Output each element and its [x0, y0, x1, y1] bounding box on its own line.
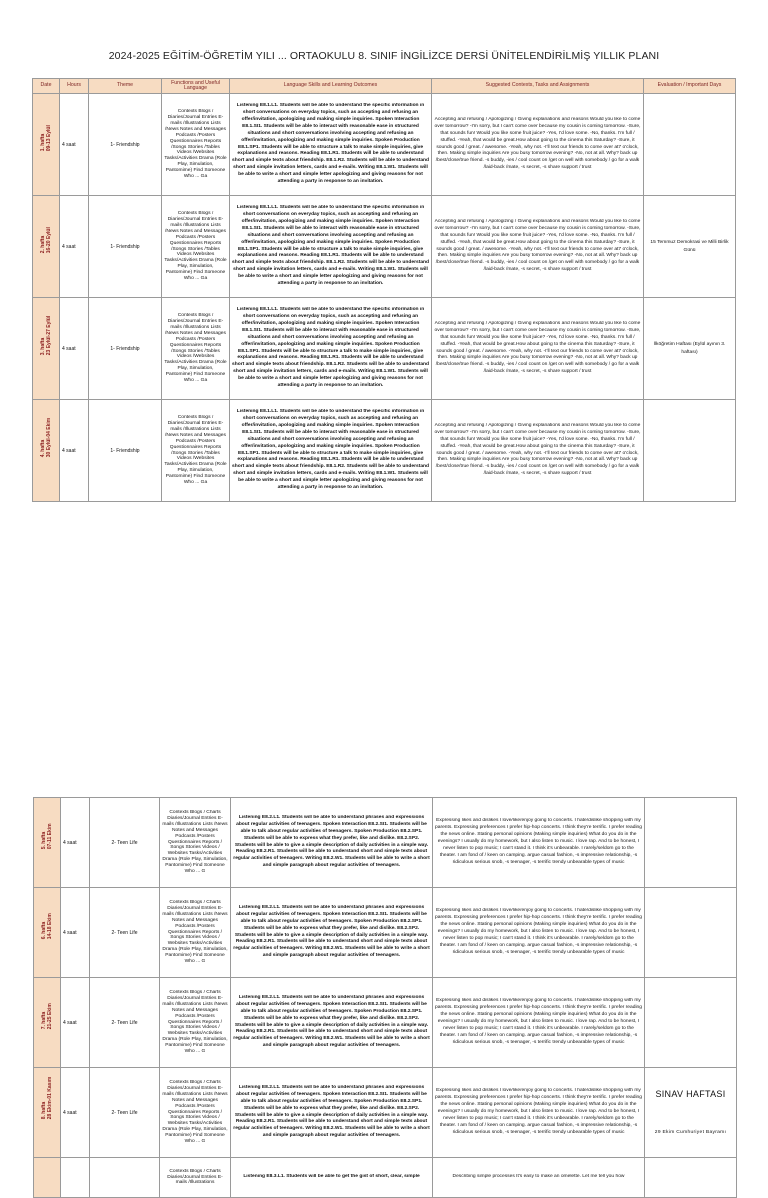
plan-table-page-1 [32, 78, 736, 502]
skills-cell [231, 978, 433, 1068]
skills-text: Listening E8.1.L1. Students will be able to understand the specific information in short conversations on everyday topics, such as accepting and refusing an offer/invitation, apologizing and making simple inquiries. Spoken Interaction E8.1.SI1. Students will be able to interact with reasonable ease in structured situations and short conversations involving accepting and refusing an offer/invitation, apologizing and making simple inquiries. Spoken Production E8.1.SP1. Students will be able to structure a talk to make simple inquiries, give explanations and reasons. Reading E8.1.R1. Students will be able to understand short and simple texts about friendship. E8.1.R2. Students will be able to understand short and simple invitation letters, cards and e-mails. Writing E8.1.W1. Students will be able to write a short and simple letter apologizing and giving reasons for not attending a party in response to an invitation. [232, 204, 429, 287]
date-cell [34, 888, 61, 978]
hours-cell: 4 saat [61, 888, 90, 978]
table-row [33, 298, 736, 400]
functions-cell [162, 94, 230, 196]
evaluation-cell [644, 196, 736, 298]
plan-table-page-2 [33, 797, 737, 1198]
skills-text: Listening E8.1.L1. Students will be able to understand the specific information in short conversations on everyday topics, such as accepting and refusing an offer/invitation, apologizing and making simple inquiries. Spoken Interaction E8.1.SI1. Students will be able to interact with reasonable ease in structured situations and short conversations involving accepting and refusing an offer/invitation, apologizing and making simple inquiries. Spoken Production E8.1.SP1. Students will be able to structure a talk to make simple inquiries, give explanations and reasons. Reading E8.1.R1. Students will be able to understand short and simple texts about friendship. E8.1.R2. Students will be able to understand short and simple invitation letters, cards and e-mails. Writing E8.1.W1. Students will be able to write a short and simple letter apologizing and giving reasons for not attending a party in response to an invitation. [232, 102, 429, 185]
functions-cell [160, 1158, 231, 1198]
tasks-cell [432, 400, 644, 502]
functions-text: Contexts Blogs / Diaries/Journal Entries E-mails /Illustrations Lists /News Notes and Messages Podcasts /Posters Questionnaires Reports /Songs Stories /Tables Videos /Websites Tasks/Activities Drama (Role Play, Simulation, Pantomime) Find Someone Who ... Ga [164, 313, 227, 383]
date-cell [33, 298, 60, 400]
tasks-text: Accepting and refusing / Apologizing / Giving explanations and reasons Would you like to come over tomorrow? -I'm sorry, but I can't come over because my cousin is coming tomorrow. -Sure, that sounds fun! Would you like some fruit juice? -Yes, I'd love some. -No, thanks. I'm full / stuffed. -Yeah, that would be great.How about going to the cinema this Saturday? -Sure, it sounds good / great. / awesome. -Yeah, why not. -I'll text our friends to come over at7 o'clock, then. Making simple inquiries Are you busy tomorrow evening? -No, not at all. Why? back up /best/close/true friend. -s buddy, -ies / cool count on /get on well with somebody / go for a walk /laid-back /mate, -s secret, -s share support / trust [434, 116, 641, 171]
tasks-text: Accepting and refusing / Apologizing / Giving explanations and reasons Would you like to come over tomorrow? -I'm sorry, but I can't come over because my cousin is coming tomorrow. -Sure, that sounds fun! Would you like some fruit juice? -Yes, I'd love some. -No, thanks. I'm full / stuffed. -Yeah, that would be great.How about going to the cinema this Saturday? -Sure, it sounds good / great. / awesome. -Yeah, why not. -I'll text our friends to come over at7 o'clock, then. Making simple inquiries Are you busy tomorrow evening? -No, not at all. Why? back up /best/close/true friend. -s buddy, -ies / cool count on /get on well with somebody / go for a walk /laid-back /mate, -s secret, -s share support / trust [434, 422, 641, 477]
header-theme: Theme [89, 79, 162, 94]
evaluation-note: 29 Ekim Cumhuriyet Bayramı [654, 1130, 727, 1136]
theme-cell: 2- Teen Life [90, 798, 160, 888]
table-row [33, 94, 736, 196]
week-date-label: 3. hafta 23 Eylül-27 Eylül [39, 315, 51, 355]
tasks-text: Expressing likes and dislikes I love/like/enjoy going to concerts. I hate/dislike shopping with my parents. Expressing preferences I prefer hip-hop concerts. I think they're terrific. I prefer reading the news online. Stating personal opinions (Making simple inquiries) What do you do in the evenings? I usually do my homework, but I also listen to music. I love rap. And to be honest, I never listen to pop music; I can't stand it. I think it's unbearable. I rarely/seldom go to the theater. I am fond of / keen on camping. argue casual fashion, -s impressive relationship, -s ridiculous serious snob, -s teenager, -s terrific trendy unbearable types of music [435, 1088, 642, 1135]
evaluation-cell [645, 798, 737, 888]
date-cell [33, 196, 60, 298]
tasks-cell [432, 196, 644, 298]
skills-text: Listening E8.1.L1. Students will be able to understand the specific information in short conversations on everyday topics, such as accepting and refusing an offer/invitation, apologizing and making simple inquiries. Spoken Interaction E8.1.SI1. Students will be able to interact with reasonable ease in structured situations and short conversations involving accepting and refusing an offer/invitation, apologizing and making simple inquiries. Spoken Production E8.1.SP1. Students will be able to structure a talk to make simple inquiries, give explanations and reasons. Reading E8.1.R1. Students will be able to understand short and simple texts about friendship. E8.1.R2. Students will be able to understand short and simple invitation letters, cards and e-mails. Writing E8.1.W1. Students will be able to write a short and simple letter apologizing and giving reasons for not attending a party in response to an invitation. [232, 408, 429, 491]
tasks-text: Expressing likes and dislikes I love/like/enjoy going to concerts. I hate/dislike shopping with my parents. Expressing preferences I prefer hip-hop concerts. I think they're terrific. I prefer reading the news online. Stating personal opinions (Making simple inquiries) What do you do in the evenings? I usually do my homework, but I also listen to music. I love rap. And to be honest, I never listen to pop music; I can't stand it. I think it's unbearable. I rarely/seldom go to the theater. I am fond of / keen on camping. argue casual fashion, -s impressive relationship, -s ridiculous serious snob, -s teenager, -s terrific trendy unbearable types of music [435, 908, 642, 955]
hours-cell: 4 saat [60, 196, 89, 298]
functions-text: Contexts Blogs / Charts Diaries/Journal Entries E-mails /Illustrations [167, 1168, 223, 1186]
tasks-cell [433, 888, 645, 978]
week-date-label: 8. hafta 28 Ekim-01 Kasım [40, 1076, 52, 1119]
evaluation-cell [644, 298, 736, 400]
functions-cell [160, 798, 231, 888]
hours-cell: 4 saat [61, 798, 90, 888]
hours-cell: 4 saat [60, 94, 89, 196]
evaluation-cell [644, 94, 736, 196]
skills-text: Listening E8.2.L1. Students will be able to understand phrases and expressions about regular activities of teenagers. Spoken Interaction E8.2.SI1. Students will be able to talk about regular activities of teenagers. Spoken Production E8.2.SP1. Students will be able to express what they prefer, like and dislike. E8.2.SP2. Students will be able to give a simple description of daily activities in a simple way. Reading E8.2.R1. Students will be able to understand short and simple texts about regular activities of teenagers. Writing E8.2.W1. Students will be able to write a short and simple paragraph about regular activities of teenagers. [233, 904, 430, 959]
skills-text: Listening E8.2.L1. Students will be able to understand phrases and expressions about regular activities of teenagers. Spoken Interaction E8.2.SI1. Students will be able to talk about regular activities of teenagers. Spoken Production E8.2.SP1. Students will be able to express what they prefer, like and dislike. E8.2.SP2. Students will be able to give a simple description of daily activities in a simple way. Reading E8.2.R1. Students will be able to understand short and simple texts about regular activities of teenagers. Writing E8.2.W1. Students will be able to write a short and simple paragraph about regular activities of teenagers. [233, 1084, 430, 1139]
skills-cell [230, 94, 432, 196]
evaluation-cell [645, 978, 737, 1068]
skills-text: Listening E8.1.L1. Students will be able to understand the specific information in short conversations on everyday topics, such as accepting and refusing an offer/invitation, apologizing and making simple inquiries. Spoken Interaction E8.1.SI1. Students will be able to interact with reasonable ease in structured situations and short conversations involving accepting and refusing an offer/invitation, apologizing and making simple inquiries. Spoken Production E8.1.SP1. Students will be able to structure a talk to make simple inquiries, give explanations and reasons. Reading E8.1.R1. Students will be able to understand short and simple texts about friendship. E8.1.R2. Students will be able to understand short and simple invitation letters, cards and e-mails. Writing E8.1.W1. Students will be able to write a short and simple letter apologizing and giving reasons for not attending a party in response to an invitation. [232, 306, 429, 389]
tasks-text: Expressing likes and dislikes I love/like/enjoy going to concerts. I hate/dislike shopping with my parents. Expressing preferences I prefer hip-hop concerts. I think they're terrific. I prefer reading the news online. Stating personal opinions (Making simple inquiries) What do you do in the evenings? I usually do my homework, but I also listen to music. I love rap. And to be honest, I never listen to pop music; I can't stand it. I think it's unbearable. I rarely/seldom go to the theater. I am fond of / keen on camping. argue casual fashion, -s impressive relationship, -s ridiculous serious snob, -s teenager, -s terrific trendy unbearable types of music [435, 998, 642, 1045]
tasks-cell [433, 978, 645, 1068]
theme-cell: 1- Friendship [89, 400, 162, 502]
functions-text: Contexts Blogs / Charts Diaries/Journal Entries E-mails /Illustrations Lists /News Notes and Messages Podcasts /Posters Questionnaires Reports / Songs Stories Videos / Websites Tasks/Activities Drama (Role Play, Simulation, Pantomime) Find Someone Who ... G [162, 810, 228, 874]
hours-cell [61, 1158, 90, 1198]
hours-cell: 4 saat [60, 400, 89, 502]
week-date-label: 1. hafta 09-13 Eylül [39, 124, 51, 151]
tasks-cell [432, 298, 644, 400]
date-cell [34, 1068, 61, 1158]
document-title: 2024-2025 EĞİTİM-ÖĞRETİM YILI ... ORTAOKULU 8. SINIF İNGİLİZCE DERSİ ÜNİTELENDİRİLMİŞ YILLIK PLANI [108, 50, 660, 62]
tasks-text: Describing simple processes It's easy to make an omelette. Let me tell you how [452, 1174, 625, 1180]
date-cell [34, 798, 61, 888]
tasks-cell [433, 1158, 645, 1198]
evaluation-cell [645, 1068, 737, 1158]
skills-text: Listening E8.3.L1. Students will be able to get the gist of short, clear, simple [243, 1174, 420, 1180]
theme-cell: 1- Friendship [89, 196, 162, 298]
date-cell [33, 400, 60, 502]
evaluation-text: 15 Temmuz Demokrasi ve Milli Birlik Günü [650, 240, 729, 253]
hours-cell: 4 saat [60, 298, 89, 400]
functions-text: Contexts Blogs / Charts Diaries/Journal Entries E-mails /Illustrations Lists /News Notes and Messages Podcasts /Posters Questionnaires Reports / Songs Stories Videos / Websites Tasks/Activities Drama (Role Play, Simulation, Pantomime) Find Someone Who ... G [162, 1080, 228, 1144]
skills-cell [230, 298, 432, 400]
header-hours: Hours [60, 79, 89, 94]
theme-cell: 2- Teen Life [90, 888, 160, 978]
date-cell [34, 978, 61, 1068]
theme-cell [90, 1158, 160, 1198]
skills-text: Listening E8.2.L1. Students will be able to understand phrases and expressions about regular activities of teenagers. Spoken Interaction E8.2.SI1. Students will be able to talk about regular activities of teenagers. Spoken Production E8.2.SP1. Students will be able to express what they prefer, like and dislike. E8.2.SP2. Students will be able to give a simple description of daily activities in a simple way. Reading E8.2.R1. Students will be able to understand short and simple texts about regular activities of teenagers. Writing E8.2.W1. Students will be able to write a short and simple paragraph about regular activities of teenagers. [233, 814, 430, 869]
tasks-cell [433, 798, 645, 888]
header-tasks: Suggested Contexts, Tasks and Assignments [432, 79, 644, 94]
week-date-label: 4. hafta 30 Eylül-04 Ekim [39, 417, 51, 457]
date-cell [33, 94, 60, 196]
skills-cell [230, 196, 432, 298]
table-row [34, 1158, 737, 1198]
functions-text: Contexts Blogs / Charts Diaries/Journal Entries E-mails /Illustrations Lists /News Notes and Messages Podcasts /Posters Questionnaires Reports / Songs Stories Videos / Websites Tasks/Activities Drama (Role Play, Simulation, Pantomime) Find Someone Who ... G [162, 990, 228, 1054]
tasks-cell [433, 1068, 645, 1158]
evaluation-cell [644, 400, 736, 502]
table-row [34, 1068, 737, 1158]
theme-cell: 2- Teen Life [90, 978, 160, 1068]
skills-cell [231, 798, 433, 888]
week-date-label: 6. hafta 14-18 Ekim [40, 912, 52, 939]
functions-text: Contexts Blogs / Diaries/Journal Entries E-mails /Illustrations Lists /News Notes and Messages Podcasts /Posters Questionnaires Reports /Songs Stories /Tables Videos /Websites Tasks/Activities Drama (Role Play, Simulation, Pantomime) Find Someone Who ... Ga [164, 211, 227, 281]
tasks-text: Accepting and refusing / Apologizing / Giving explanations and reasons Would you like to come over tomorrow? -I'm sorry, but I can't come over because my cousin is coming tomorrow. -Sure, that sounds fun! Would you like some fruit juice? -Yes, I'd love some. -No, thanks. I'm full / stuffed. -Yeah, that would be great.How about going to the cinema this Saturday? -Sure, it sounds good / great. / awesome. -Yeah, why not. -I'll text our friends to come over at7 o'clock, then. Making simple inquiries Are you busy tomorrow evening? -No, not at all. Why? back up /best/close/true friend. -s buddy, -ies / cool count on /get on well with somebody / go for a walk /laid-back /mate, -s secret, -s share support / trust [434, 218, 641, 273]
week-date-label: 2. hafta 16-20 Eylül [39, 226, 51, 253]
evaluation-text: SINAV HAFTASI [655, 1089, 726, 1100]
theme-cell: 2- Teen Life [90, 1068, 160, 1158]
functions-cell [162, 298, 230, 400]
theme-cell: 1- Friendship [89, 298, 162, 400]
date-cell [34, 1158, 61, 1198]
table-row [34, 978, 737, 1068]
functions-text: Contexts Blogs / Diaries/Journal Entries E-mails /Illustrations Lists /News Notes and Messages Podcasts /Posters Questionnaires Reports /Songs Stories /Tables Videos /Websites Tasks/Activities Drama (Role Play, Simulation, Pantomime) Find Someone Who ... Ga [164, 415, 227, 485]
hours-cell: 4 saat [61, 1068, 90, 1158]
tasks-cell [432, 94, 644, 196]
functions-text: Contexts Blogs / Diaries/Journal Entries E-mails /Illustrations Lists /News Notes and Messages Podcasts /Posters Questionnaires Reports /Songs Stories /Tables Videos /Websites Tasks/Activities Drama (Role Play, Simulation, Pantomime) Find Someone Who ... Ga [164, 109, 227, 179]
header-evaluation: Evaluation / Important Days [644, 79, 736, 94]
week-date-label: 5. hafta 07-11 Ekim [40, 823, 52, 849]
header-functions: Functions and Useful Language [162, 79, 230, 94]
theme-cell: 1- Friendship [89, 94, 162, 196]
table-row [34, 798, 737, 888]
evaluation-text: İlköğretim Haftası (Eylül ayının 3. haftası) [653, 342, 726, 355]
evaluation-cell [645, 888, 737, 978]
table-row [34, 888, 737, 978]
tasks-text: Accepting and refusing / Apologizing / Giving explanations and reasons Would you like to come over tomorrow? -I'm sorry, but I can't come over because my cousin is coming tomorrow. -Sure, that sounds fun! Would you like some fruit juice? -Yes, I'd love some. -No, thanks. I'm full / stuffed. -Yeah, that would be great.How about going to the cinema this Saturday? -Sure, it sounds good / great. / awesome. -Yeah, why not. -I'll text our friends to come over at7 o'clock, then. Making simple inquiries Are you busy tomorrow evening? -No, not at all. Why? back up /best/close/true friend. -s buddy, -ies / cool count on /get on well with somebody / go for a walk /laid-back /mate, -s secret, -s share support / trust [434, 320, 641, 375]
table-header-row [33, 79, 736, 94]
skills-text: Listening E8.2.L1. Students will be able to understand phrases and expressions about regular activities of teenagers. Spoken Interaction E8.2.SI1. Students will be able to talk about regular activities of teenagers. Spoken Production E8.2.SP1. Students will be able to express what they prefer, like and dislike. E8.2.SP2. Students will be able to give a simple description of daily activities in a simple way. Reading E8.2.R1. Students will be able to understand short and simple texts about regular activities of teenagers. Writing E8.2.W1. Students will be able to write a short and simple paragraph about regular activities of teenagers. [233, 994, 430, 1049]
tasks-text: Expressing likes and dislikes I love/like/enjoy going to concerts. I hate/dislike shopping with my parents. Expressing preferences I prefer hip-hop concerts. I think they're terrific. I prefer reading the news online. Stating personal opinions (Making simple inquiries) What do you do in the evenings? I usually do my homework, but I also listen to music. I love rap. And to be honest, I never listen to pop music; I can't stand it. I think it's unbearable. I rarely/seldom go to the theater. I am fond of / keen on camping. argue casual fashion, -s impressive relationship, -s ridiculous serious snob, -s teenager, -s terrific trendy unbearable types of music [435, 818, 642, 865]
skills-cell [231, 1068, 433, 1158]
functions-cell [160, 1068, 231, 1158]
table-row [33, 400, 736, 502]
skills-cell [231, 888, 433, 978]
functions-cell [160, 888, 231, 978]
skills-cell [230, 400, 432, 502]
functions-cell [160, 978, 231, 1068]
hours-cell: 4 saat [61, 978, 90, 1068]
functions-cell [162, 196, 230, 298]
functions-text: Contexts Blogs / Charts Diaries/Journal Entries E-mails /Illustrations Lists /News Notes and Messages Podcasts /Posters Questionnaires Reports / Songs Stories Videos / Websites Tasks/Activities Drama (Role Play, Simulation, Pantomime) Find Someone Who ... G [162, 900, 228, 964]
functions-cell [162, 400, 230, 502]
evaluation-cell [645, 1158, 737, 1198]
table-row [33, 196, 736, 298]
week-date-label: 7. hafta 21-25 Ekim [40, 1002, 52, 1029]
header-date: Date [33, 79, 60, 94]
header-skills: Language Skills and Learning Outcomes [230, 79, 432, 94]
skills-cell [231, 1158, 433, 1198]
